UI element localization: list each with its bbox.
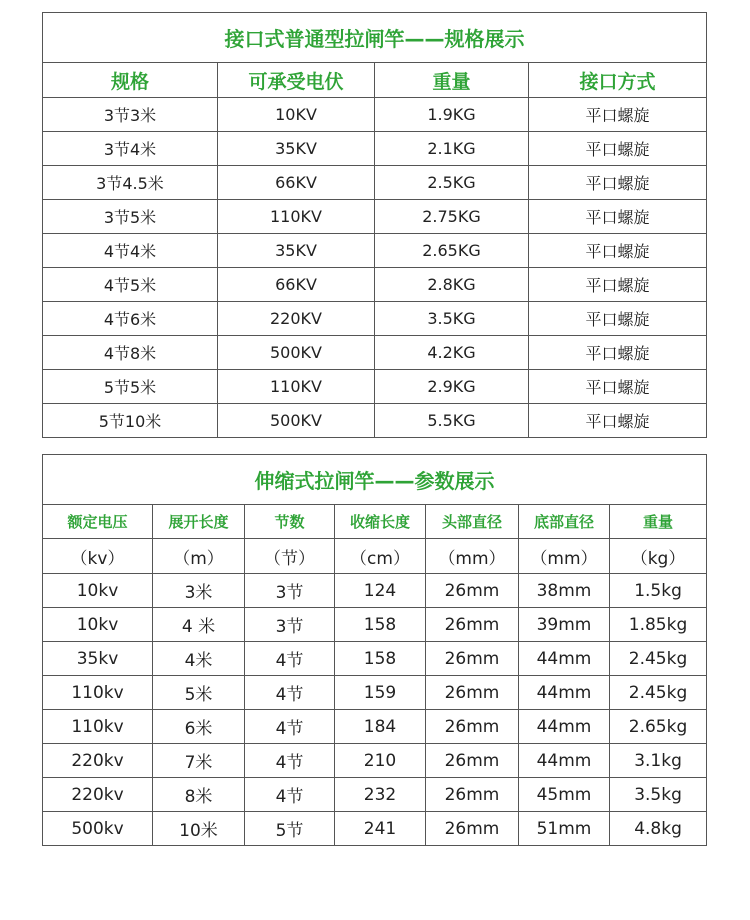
- unit-cell: （cm）: [335, 539, 426, 574]
- table-cell: 51mm: [519, 812, 610, 846]
- table-cell: 2.45kg: [610, 642, 707, 676]
- table-cell: 10米: [153, 812, 245, 846]
- table-cell: 4节: [245, 676, 335, 710]
- unit-cell: （mm）: [519, 539, 610, 574]
- table-cell: 3节: [245, 608, 335, 642]
- table-cell: 66KV: [218, 268, 375, 302]
- table-cell: 26mm: [426, 778, 519, 812]
- table-cell: 35KV: [218, 234, 375, 268]
- table-cell: 2.45kg: [610, 676, 707, 710]
- table-cell: 5节5米: [43, 370, 218, 404]
- table-cell: 158: [335, 642, 426, 676]
- unit-cell: （kg）: [610, 539, 707, 574]
- table-cell: 26mm: [426, 812, 519, 846]
- table-row: [43, 268, 707, 302]
- table-cell: 44mm: [519, 676, 610, 710]
- table-cell: 2.65KG: [375, 234, 529, 268]
- table-cell: 44mm: [519, 642, 610, 676]
- table-cell: 110kv: [43, 676, 153, 710]
- table-cell: 220kv: [43, 778, 153, 812]
- table-cell: 8米: [153, 778, 245, 812]
- table-cell: 110KV: [218, 370, 375, 404]
- table-cell: 4.2KG: [375, 336, 529, 370]
- table-cell: 158: [335, 608, 426, 642]
- column-header: 头部直径: [426, 505, 519, 539]
- column-header: 可承受电伏: [218, 63, 375, 98]
- table-cell: 35kv: [43, 642, 153, 676]
- table-cell: 241: [335, 812, 426, 846]
- column-header: 展开长度: [153, 505, 245, 539]
- unit-cell: （kv）: [43, 539, 153, 574]
- table-row: [43, 710, 707, 744]
- table-row: [43, 812, 707, 846]
- table-cell: 4节4米: [43, 234, 218, 268]
- spec-table: [42, 12, 707, 438]
- table-cell: 500KV: [218, 404, 375, 438]
- table-cell: 4节6米: [43, 302, 218, 336]
- table-cell: 4节: [245, 778, 335, 812]
- table-cell: 26mm: [426, 608, 519, 642]
- table-cell: 2.5KG: [375, 166, 529, 200]
- table-cell: 44mm: [519, 744, 610, 778]
- param-table-title: 伸缩式拉闸竿——参数展示: [43, 455, 707, 505]
- table-cell: 38mm: [519, 574, 610, 608]
- table-cell: 4节: [245, 642, 335, 676]
- column-header: 底部直径: [519, 505, 610, 539]
- table-cell: 4米: [153, 642, 245, 676]
- table-cell: 124: [335, 574, 426, 608]
- table-cell: 2.9KG: [375, 370, 529, 404]
- table-cell: 平口螺旋: [529, 200, 707, 234]
- table-cell: 4节: [245, 710, 335, 744]
- table-cell: 26mm: [426, 676, 519, 710]
- table-cell: 平口螺旋: [529, 132, 707, 166]
- table-cell: 26mm: [426, 642, 519, 676]
- table-cell: 3节4.5米: [43, 166, 218, 200]
- table-cell: 5米: [153, 676, 245, 710]
- table-row: [43, 200, 707, 234]
- table-row: [43, 234, 707, 268]
- table-cell: 平口螺旋: [529, 302, 707, 336]
- table-cell: 5节10米: [43, 404, 218, 438]
- table-cell: 3节4米: [43, 132, 218, 166]
- table-cell: 184: [335, 710, 426, 744]
- table-row: [43, 574, 707, 608]
- table-cell: 500kv: [43, 812, 153, 846]
- table-row: [43, 778, 707, 812]
- units-row: [43, 539, 707, 574]
- unit-cell: （mm）: [426, 539, 519, 574]
- table-cell: 6米: [153, 710, 245, 744]
- table-cell: 232: [335, 778, 426, 812]
- table-cell: 3节3米: [43, 98, 218, 132]
- table-cell: 2.65kg: [610, 710, 707, 744]
- table-cell: 26mm: [426, 710, 519, 744]
- spec-table-title: 接口式普通型拉闸竿——规格展示: [43, 13, 707, 63]
- table-cell: 平口螺旋: [529, 234, 707, 268]
- table-cell: 110kv: [43, 710, 153, 744]
- column-header: 规格: [43, 63, 218, 98]
- table-cell: 4节8米: [43, 336, 218, 370]
- table-cell: 1.9KG: [375, 98, 529, 132]
- table-cell: 平口螺旋: [529, 166, 707, 200]
- table-cell: 5.5KG: [375, 404, 529, 438]
- table-cell: 2.1KG: [375, 132, 529, 166]
- param-table: [42, 454, 707, 846]
- table-cell: 1.85kg: [610, 608, 707, 642]
- table-cell: 4节: [245, 744, 335, 778]
- table-cell: 7米: [153, 744, 245, 778]
- table-cell: 3.1kg: [610, 744, 707, 778]
- table-cell: 3.5kg: [610, 778, 707, 812]
- table-cell: 5节: [245, 812, 335, 846]
- table-cell: 4节5米: [43, 268, 218, 302]
- table-cell: 3米: [153, 574, 245, 608]
- table-cell: 4.8kg: [610, 812, 707, 846]
- table-cell: 26mm: [426, 574, 519, 608]
- table-cell: 35KV: [218, 132, 375, 166]
- table-cell: 平口螺旋: [529, 98, 707, 132]
- table-cell: 44mm: [519, 710, 610, 744]
- column-header: 重量: [610, 505, 707, 539]
- table-cell: 3节: [245, 574, 335, 608]
- table-cell: 3.5KG: [375, 302, 529, 336]
- table-cell: 2.8KG: [375, 268, 529, 302]
- table-row: [43, 744, 707, 778]
- table-cell: 500KV: [218, 336, 375, 370]
- table-cell: 210: [335, 744, 426, 778]
- column-header: 额定电压: [43, 505, 153, 539]
- table-cell: 26mm: [426, 744, 519, 778]
- table-cell: 10KV: [218, 98, 375, 132]
- table-cell: 220KV: [218, 302, 375, 336]
- table-cell: 45mm: [519, 778, 610, 812]
- table-cell: 66KV: [218, 166, 375, 200]
- table-cell: 平口螺旋: [529, 404, 707, 438]
- table-cell: 1.5kg: [610, 574, 707, 608]
- table-cell: 10kv: [43, 574, 153, 608]
- table-cell: 3节5米: [43, 200, 218, 234]
- unit-cell: （节）: [245, 539, 335, 574]
- column-header: 接口方式: [529, 63, 707, 98]
- table-row: [43, 404, 707, 438]
- table-row: [43, 642, 707, 676]
- table-cell: 平口螺旋: [529, 336, 707, 370]
- unit-cell: （m）: [153, 539, 245, 574]
- column-header: 收缩长度: [335, 505, 426, 539]
- table-cell: 2.75KG: [375, 200, 529, 234]
- table-row: [43, 166, 707, 200]
- table-row: [43, 336, 707, 370]
- table-cell: 平口螺旋: [529, 370, 707, 404]
- table-row: [43, 302, 707, 336]
- table-row: [43, 676, 707, 710]
- table-row: [43, 98, 707, 132]
- table-cell: 4 米: [153, 608, 245, 642]
- table-row: [43, 608, 707, 642]
- column-header: 重量: [375, 63, 529, 98]
- table-row: [43, 132, 707, 166]
- table-row: [43, 370, 707, 404]
- table-cell: 159: [335, 676, 426, 710]
- table-cell: 10kv: [43, 608, 153, 642]
- table-cell: 平口螺旋: [529, 268, 707, 302]
- table-cell: 110KV: [218, 200, 375, 234]
- table-cell: 220kv: [43, 744, 153, 778]
- column-header: 节数: [245, 505, 335, 539]
- table-cell: 39mm: [519, 608, 610, 642]
